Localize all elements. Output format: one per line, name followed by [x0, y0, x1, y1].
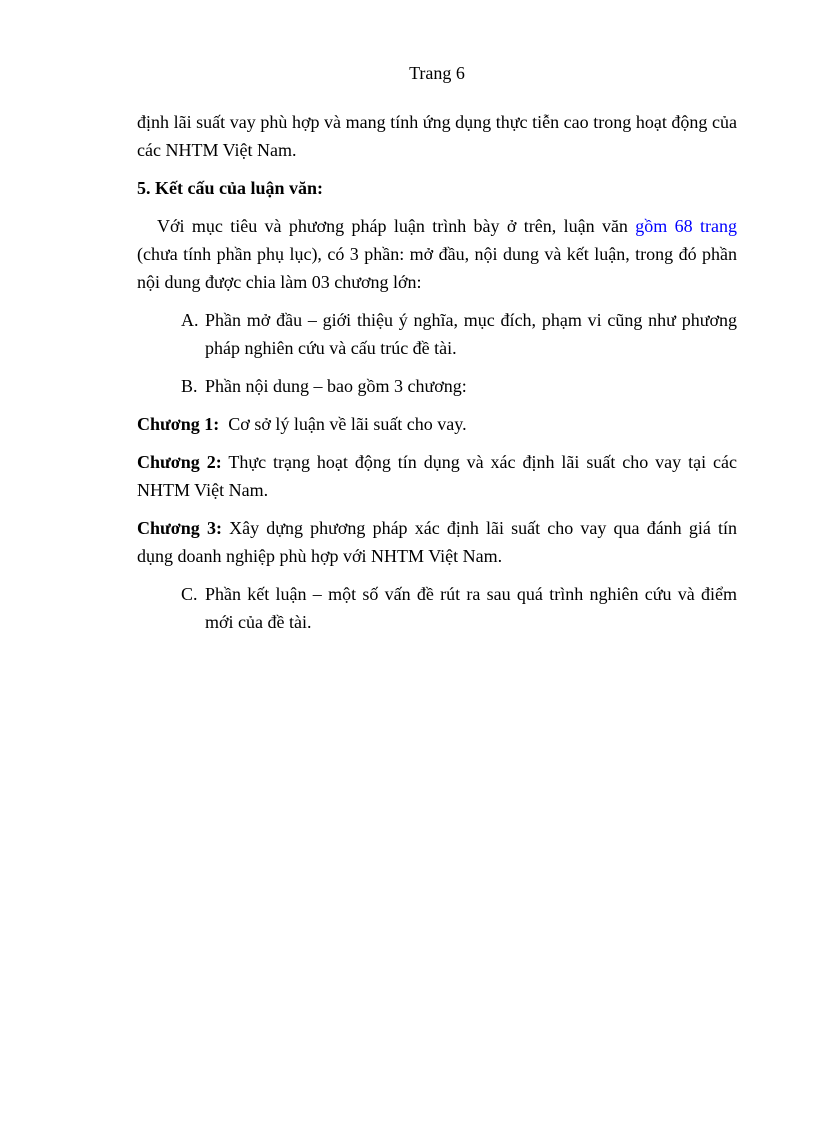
outline-marker-c: C. [181, 584, 198, 604]
outline-item-b-text: Phần nội dung – bao gồm 3 chương: [205, 376, 467, 396]
chapter-3-text: Xây dựng phương pháp xác định lãi suất cho vay qua đánh giá tín dụng doanh nghiệp phù hợp với NHTM Việt Nam. [137, 518, 737, 566]
page-number-header: Trang 6 [409, 63, 465, 83]
outline-marker-a: A. [181, 310, 199, 330]
chapter-2-text: Thực trạng hoạt động tín dụng và xác định lãi suất cho vay tại các NHTM Việt Nam. [137, 452, 737, 500]
outline-marker-b: B. [181, 376, 198, 396]
overview-text-after-link: (chưa tính phần phụ lục), có 3 phần: mở đầu, nội dung và kết luận, trong đó phần nội dung được chia làm 03 chương lớn: [137, 244, 737, 292]
page-count-link[interactable]: gồm 68 trang [635, 216, 737, 236]
overview-paragraph [137, 212, 737, 296]
outline-item-a [137, 306, 737, 362]
outline-item-a-text: Phần mở đầu – giới thiệu ý nghĩa, mục đích, phạm vi cũng như phương pháp nghiên cứu và cấu trúc đề tài. [205, 310, 737, 358]
chapter-2-label: Chương 2: [137, 452, 222, 472]
overview-text-before-link: Với mục tiêu và phương pháp luận trình bày ở trên, luận văn [157, 216, 636, 236]
outline-item-c-text: Phần kết luận – một số vấn đề rút ra sau quá trình nghiên cứu và điểm mới của đề tài. [205, 584, 737, 632]
chapter-3-paragraph [137, 514, 737, 570]
chapter-3-label: Chương 3: [137, 518, 222, 538]
chapter-1-label: Chương 1: [137, 414, 220, 434]
chapter-2-paragraph [137, 448, 737, 504]
section-heading: 5. Kết cấu của luận văn: [137, 178, 324, 198]
outline-item-c [137, 580, 737, 636]
chapter-1-text: Cơ sở lý luận về lãi suất cho vay. [223, 414, 467, 434]
chapter-1-paragraph [137, 410, 737, 438]
outline-item-b [137, 372, 737, 400]
page-content [137, 108, 737, 646]
intro-continuation-paragraph: định lãi suất vay phù hợp và mang tính ứng dụng thực tiễn cao trong hoạt động của các NHTM Việt Nam. [137, 112, 737, 160]
